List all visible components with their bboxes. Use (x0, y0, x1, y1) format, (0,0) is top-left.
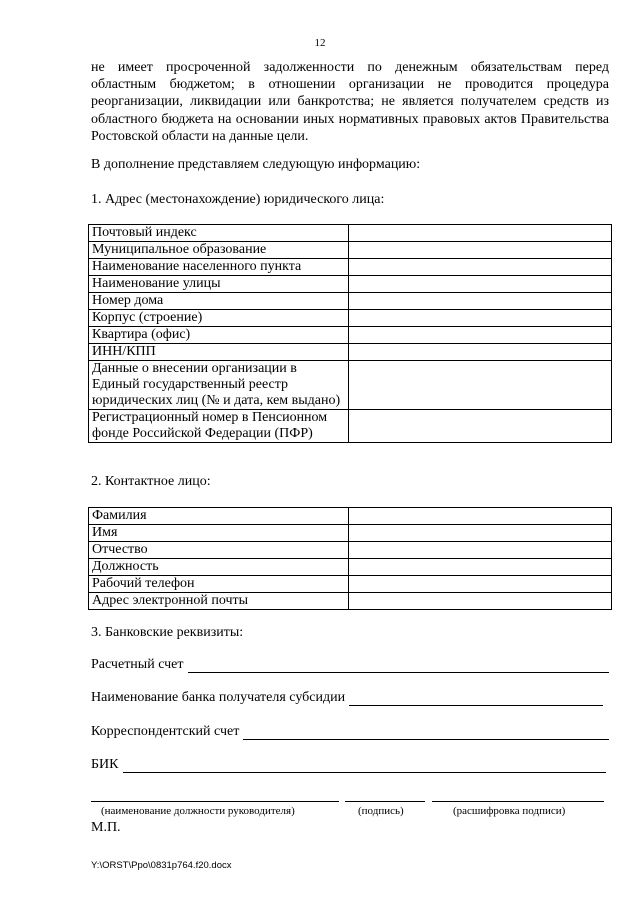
bik-field[interactable] (123, 758, 607, 773)
row-label: Фамилия (89, 508, 349, 525)
decryption-signature-line[interactable] (432, 800, 604, 802)
correspondent-account-label: Корреспондентский счет (91, 724, 240, 739)
position-caption: (наименование должности руководителя) (101, 805, 295, 817)
row-label: Имя (89, 525, 349, 542)
row-label: Данные о внесении организации в Единый государственный реестр юридических лиц (№ и дата, кем выдано) (89, 361, 349, 410)
section3-title: 3. Банковские реквизиты: (91, 625, 244, 640)
row-label: ИНН/КПП (89, 344, 349, 361)
table-row (89, 559, 612, 576)
bik-label: БИК (91, 757, 119, 772)
table-row (89, 410, 612, 443)
file-path-footer: Y:\ORST\Ppo\0831p764.f20.docx (91, 860, 232, 871)
table-row (89, 593, 612, 610)
correspondent-account-field[interactable] (243, 725, 609, 740)
stamp-label: М.П. (91, 820, 121, 835)
intro-paragraph: не имеет просроченной задолженности по денежным обязательствам перед областным бюджетом; в отношении организации не проводится процедура реорганизации, ликвидации или банкротства; не является получателем средств из областного бюджета на основании иных нормативных правовых актов Правительства Ростовской области на данные цели. (91, 60, 609, 144)
row-value[interactable] (349, 327, 612, 344)
table-row (89, 259, 612, 276)
row-label: Должность (89, 559, 349, 576)
section2-title: 2. Контактное лицо: (91, 474, 211, 489)
settlement-account-row (91, 657, 609, 673)
row-label: Наименование населенного пункта (89, 259, 349, 276)
row-value[interactable] (349, 361, 612, 410)
row-value[interactable] (349, 525, 612, 542)
row-label: Номер дома (89, 293, 349, 310)
row-value[interactable] (349, 310, 612, 327)
row-value[interactable] (349, 344, 612, 361)
bank-name-field[interactable] (349, 691, 603, 706)
row-label: Корпус (строение) (89, 310, 349, 327)
row-value[interactable] (349, 593, 612, 610)
row-value[interactable] (349, 410, 612, 443)
bik-row (91, 757, 606, 773)
row-label: Муниципальное образование (89, 242, 349, 259)
row-value[interactable] (349, 559, 612, 576)
settlement-account-field[interactable] (188, 658, 609, 673)
correspondent-account-row (91, 724, 609, 740)
row-label: Наименование улицы (89, 276, 349, 293)
row-value[interactable] (349, 293, 612, 310)
row-label: Почтовый индекс (89, 225, 349, 242)
table-row (89, 225, 612, 242)
table-row (89, 293, 612, 310)
row-label: Отчество (89, 542, 349, 559)
row-label: Адрес электронной почты (89, 593, 349, 610)
page-number: 12 (314, 37, 326, 49)
address-table (88, 224, 612, 443)
section1-title: 1. Адрес (местонахождение) юридического лица: (91, 192, 385, 207)
contact-table (88, 507, 612, 610)
row-value[interactable] (349, 576, 612, 593)
row-label: Рабочий телефон (89, 576, 349, 593)
bank-name-label: Наименование банка получателя субсидии (91, 690, 346, 705)
row-value[interactable] (349, 225, 612, 242)
table-row (89, 310, 612, 327)
table-row (89, 327, 612, 344)
signature-line[interactable] (345, 800, 425, 802)
row-value[interactable] (349, 242, 612, 259)
row-label: Квартира (офис) (89, 327, 349, 344)
row-label: Регистрационный номер в Пенсионном фонде Российской Федерации (ПФР) (89, 410, 349, 443)
table-row (89, 242, 612, 259)
row-value[interactable] (349, 276, 612, 293)
bank-name-row (91, 690, 603, 706)
signature-caption: (подпись) (358, 805, 404, 817)
decryption-caption: (расшифровка подписи) (453, 805, 566, 817)
row-value[interactable] (349, 542, 612, 559)
additional-info-text: В дополнение представляем следующую информацию: (91, 157, 421, 172)
table-row (89, 525, 612, 542)
table-row (89, 344, 612, 361)
table-row (89, 361, 612, 410)
table-row (89, 276, 612, 293)
row-value[interactable] (349, 259, 612, 276)
table-row (89, 542, 612, 559)
table-row (89, 576, 612, 593)
position-signature-line[interactable] (91, 800, 339, 802)
row-value[interactable] (349, 508, 612, 525)
settlement-account-label: Расчетный счет (91, 657, 184, 672)
table-row (89, 508, 612, 525)
